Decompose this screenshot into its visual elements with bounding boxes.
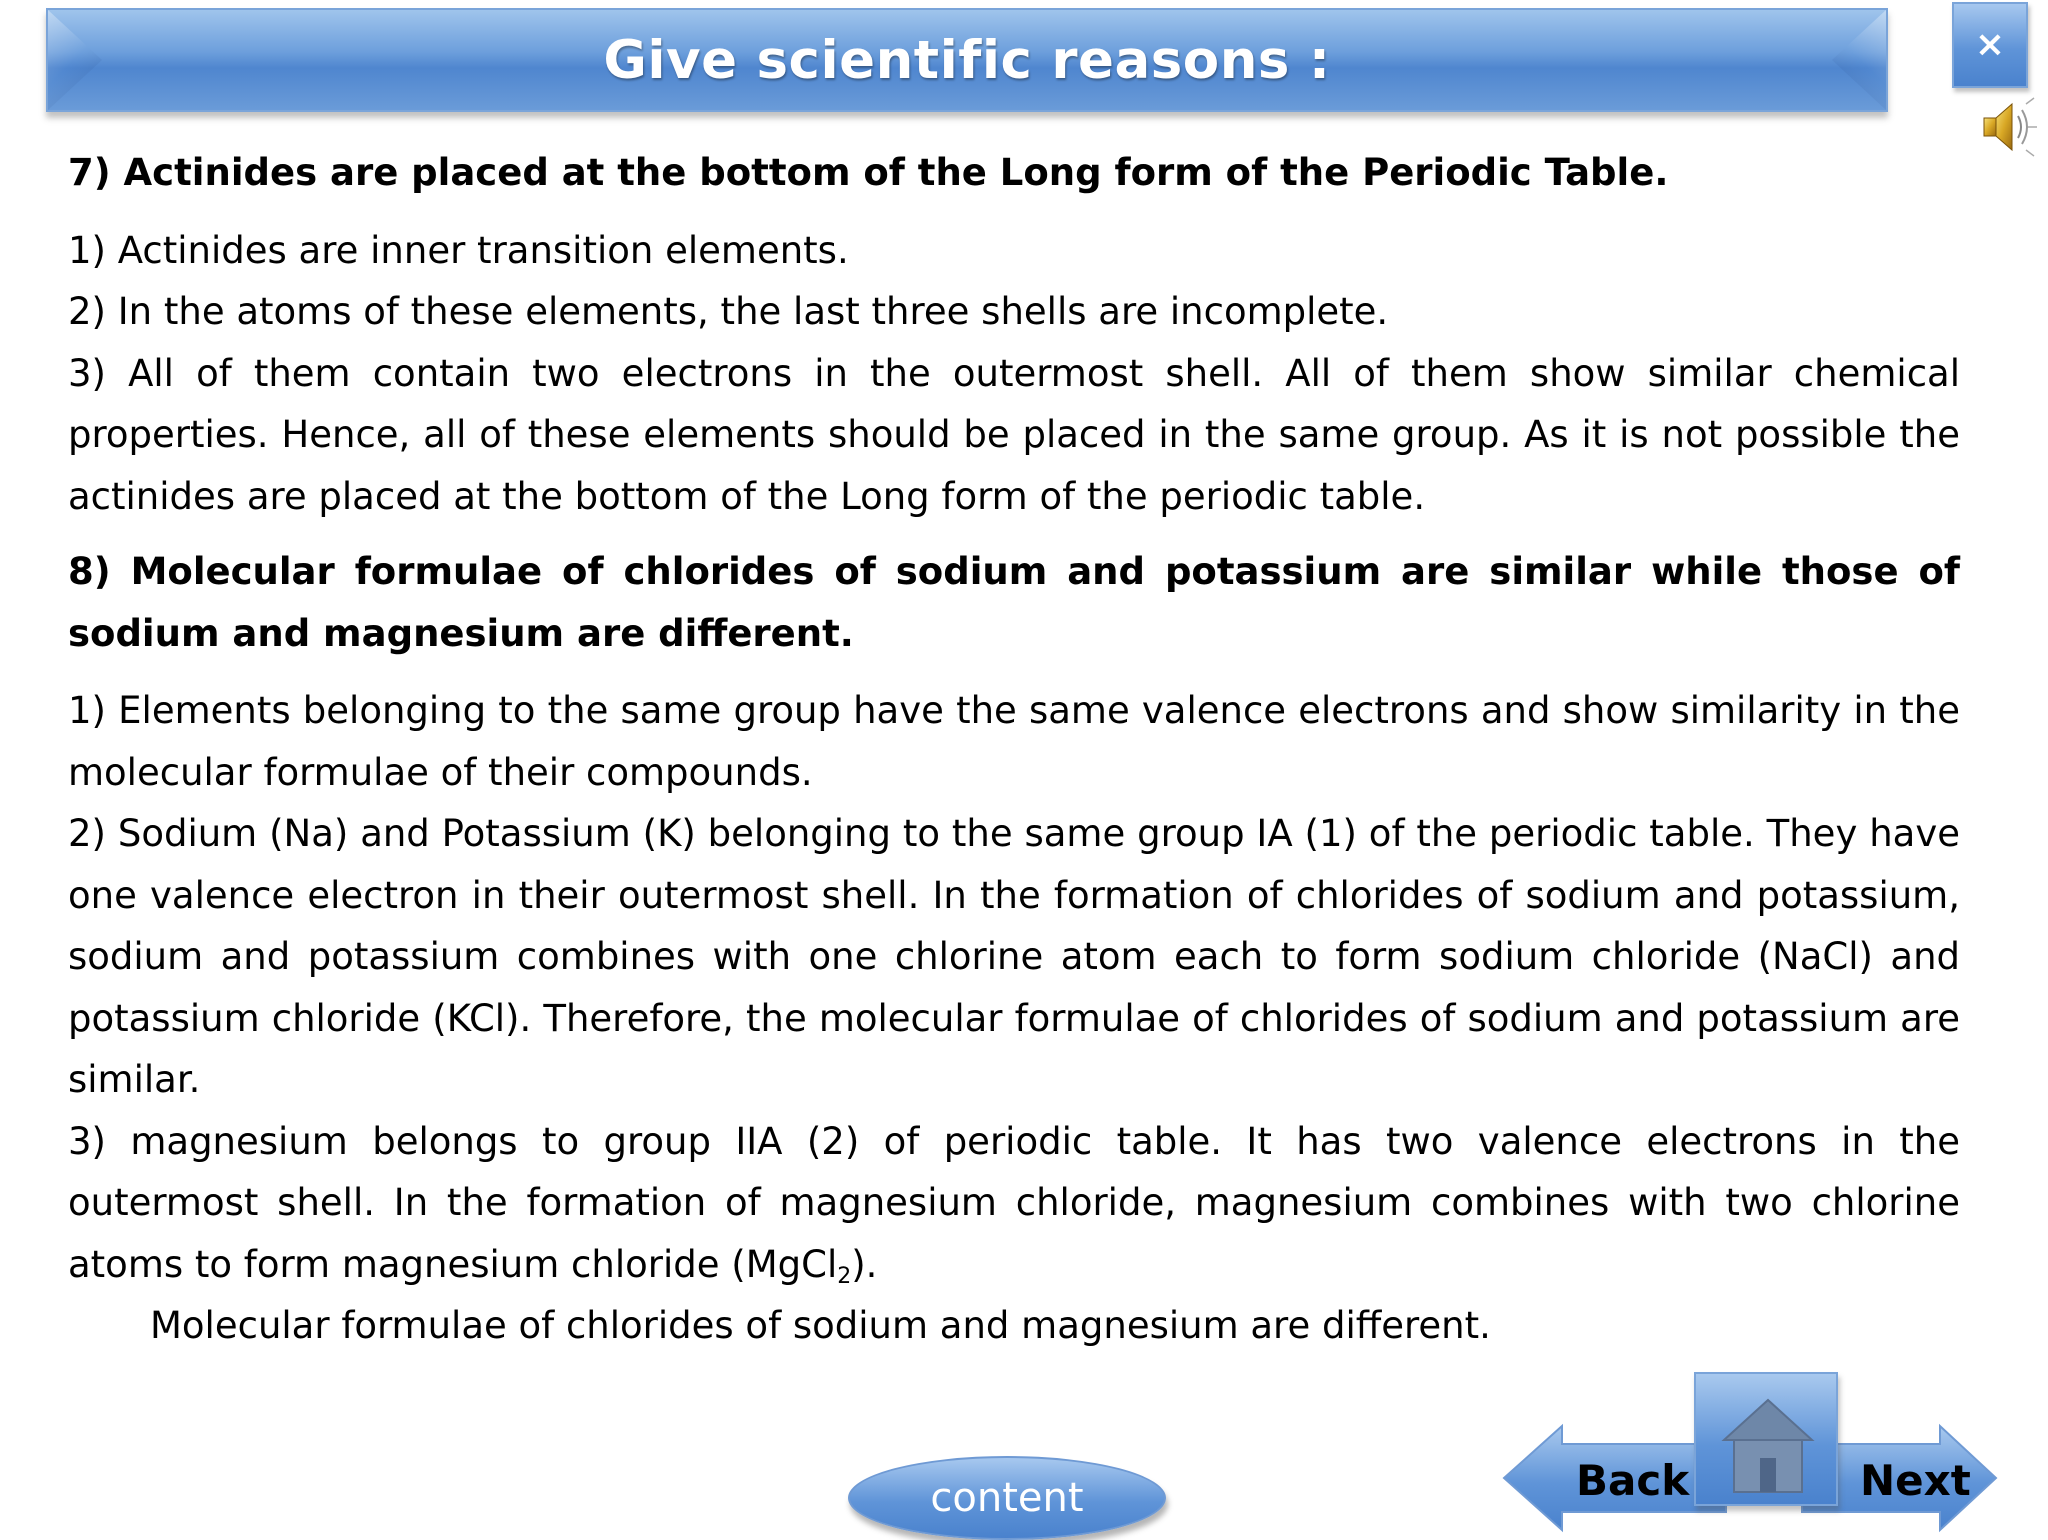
home-button[interactable] — [1694, 1372, 1838, 1506]
answer-point: 1) Elements belonging to the same group have the same valence electrons and show similarity in the molecular formulae of their compounds. — [68, 689, 1960, 794]
answer-point: 2) Sodium (Na) and Potassium (K) belonging to the same group IA (1) of the periodic table. They have one valence electron in their outermost shell. In the formation of chlorides of sodium and potassium, sodium and potassium combines with one chlorine atom each to form sodium chloride (NaCl) and potassium chloride (KCl). Therefore, the molecular formulae of chlorides of sodium and potassium are similar. — [68, 812, 1960, 1101]
home-icon — [1720, 1390, 1816, 1500]
close-button[interactable] — [1952, 2, 2028, 88]
conclusion-line: Molecular formulae of chlorides of sodium and magnesium are different. — [150, 1304, 1491, 1347]
close-icon: × — [1974, 24, 2006, 65]
page-title: Give scientific reasons : — [603, 29, 1331, 91]
answer-point: 3) All of them contain two electrons in the outermost shell. All of them show similar chemical properties. Hence, all of these elements should be placed in the same group. As it is not possible the actinides are placed at the bottom of the Long form of the periodic table. — [68, 351, 1960, 518]
next-label: Next — [1860, 1456, 1971, 1505]
slide-content — [68, 142, 1960, 1357]
answer-point-text: 3) magnesium belongs to group IIA (2) of periodic table. It has two valence electrons in the outermost shell. In the formation of magnesium chloride, magnesium combines with two chlorine atoms to form magnesium chloride (MgCl — [68, 1119, 1960, 1286]
speaker-icon[interactable] — [1978, 92, 2038, 162]
formula-close: ). — [851, 1242, 878, 1286]
answer-point: 1) Actinides are inner transition elements. — [68, 228, 849, 272]
answer-point: 2) In the atoms of these elements, the last three shells are incomplete. — [68, 290, 1389, 333]
answer-point — [68, 1111, 1960, 1296]
back-label: Back — [1576, 1456, 1690, 1505]
formula-subscript: 2 — [837, 1263, 852, 1289]
title-banner — [46, 8, 1888, 112]
content-button[interactable]: content — [848, 1456, 1166, 1540]
question-heading: 8) Molecular formulae of chlorides of sodium and potassium are similar while those of sodium and magnesium are different. — [68, 550, 1960, 655]
question-heading: 7) Actinides are placed at the bottom of the Long form of the Periodic Table. — [68, 151, 1669, 194]
